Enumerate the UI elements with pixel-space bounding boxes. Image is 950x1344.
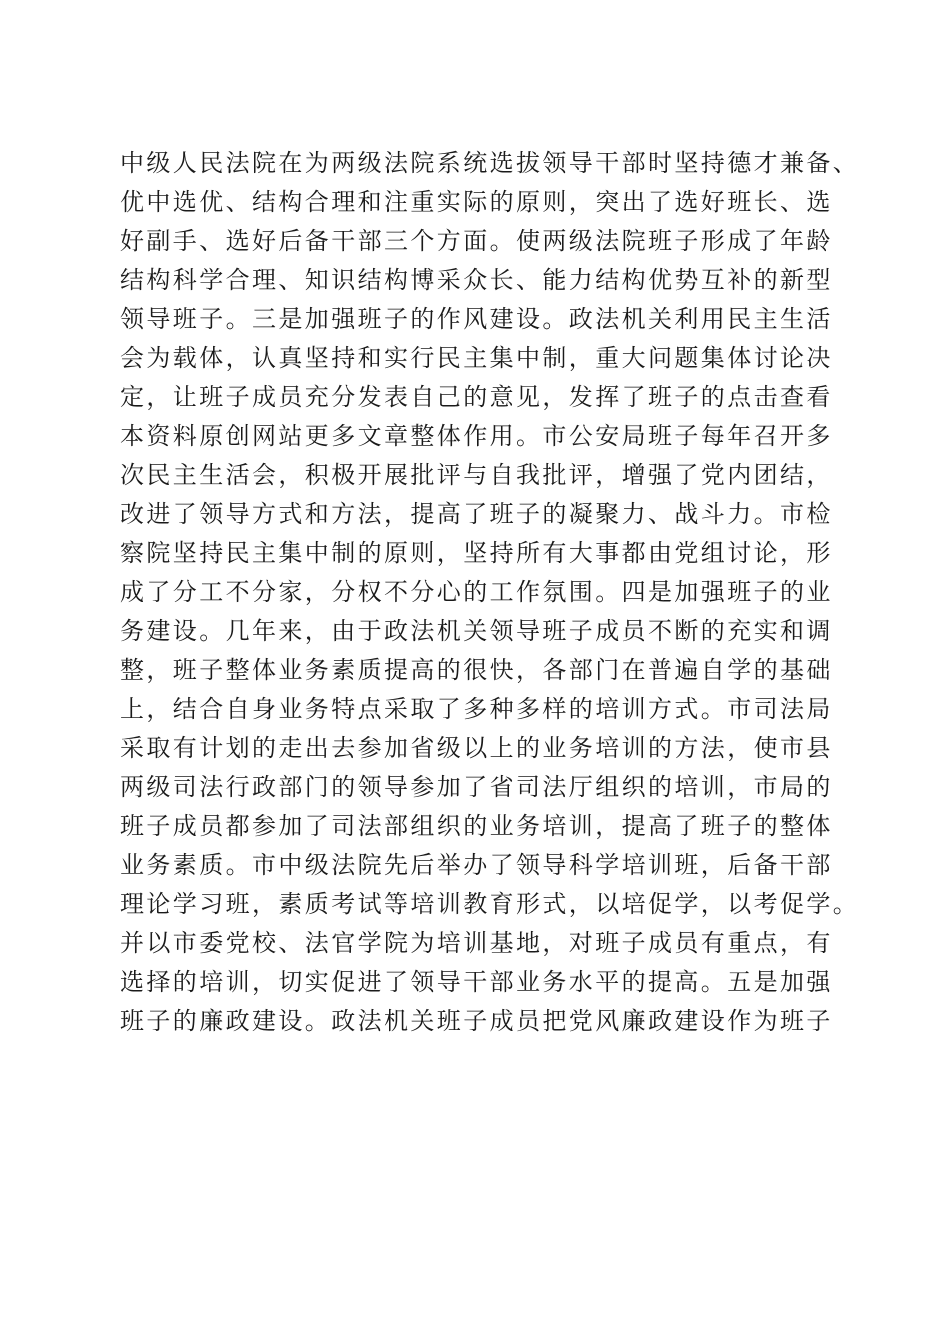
text-line: 本资料原创网站更多文章整体作用。市公安局班子每年召开多: [120, 422, 833, 450]
body-paragraph: [120, 144, 860, 1041]
text-line: 会为载体，认真坚持和实行民主集中制，重大问题集体讨论决: [120, 344, 833, 372]
text-line: 好副手、选好后备干部三个方面。使两级法院班子形成了年龄: [120, 227, 833, 255]
text-line: 察院坚持民主集中制的原则，坚持所有大事都由党组讨论，形: [120, 539, 833, 567]
text-line: 业务素质。市中级法院先后举办了领导科学培训班，后备干部: [120, 851, 833, 879]
text-line: 领导班子。三是加强班子的作风建设。政法机关利用民主生活: [120, 305, 833, 333]
text-line: 务建设。几年来，由于政法机关领导班子成员不断的充实和调: [120, 617, 833, 645]
text-line: 理论学习班，素质考试等培训教育形式，以培促学，以考促学。: [120, 890, 860, 918]
text-line: 班子成员都参加了司法部组织的业务培训，提高了班子的整体: [120, 812, 833, 840]
text-line: 优中选优、结构合理和注重实际的原则，突出了选好班长、选: [120, 188, 833, 216]
text-line: 次民主生活会，积极开展批评与自我批评，增强了党内团结，: [120, 461, 833, 489]
text-line: 整，班子整体业务素质提高的很快，各部门在普遍自学的基础: [120, 656, 833, 684]
text-line: 选择的培训，切实促进了领导干部业务水平的提高。五是加强: [120, 968, 833, 996]
text-line: 采取有计划的走出去参加省级以上的业务培训的方法，使市县: [120, 734, 833, 762]
text-line: 改进了领导方式和方法，提高了班子的凝聚力、战斗力。市检: [120, 500, 833, 528]
text-line: 成了分工不分家，分权不分心的工作氛围。四是加强班子的业: [120, 578, 833, 606]
text-line: 班子的廉政建设。政法机关班子成员把党风廉政建设作为班子: [120, 1007, 833, 1035]
text-line: 两级司法行政部门的领导参加了省司法厅组织的培训，市局的: [120, 773, 833, 801]
text-line: 并以市委党校、法官学院为培训基地，对班子成员有重点，有: [120, 929, 833, 957]
text-line: 中级人民法院在为两级法院系统选拔领导干部时坚持德才兼备、: [120, 149, 860, 177]
text-line: 结构科学合理、知识结构博采众长、能力结构优势互补的新型: [120, 266, 833, 294]
text-line: 定，让班子成员充分发表自己的意见，发挥了班子的点击查看: [120, 383, 833, 411]
text-line: 上，结合自身业务特点采取了多种多样的培训方式。市司法局: [120, 695, 833, 723]
